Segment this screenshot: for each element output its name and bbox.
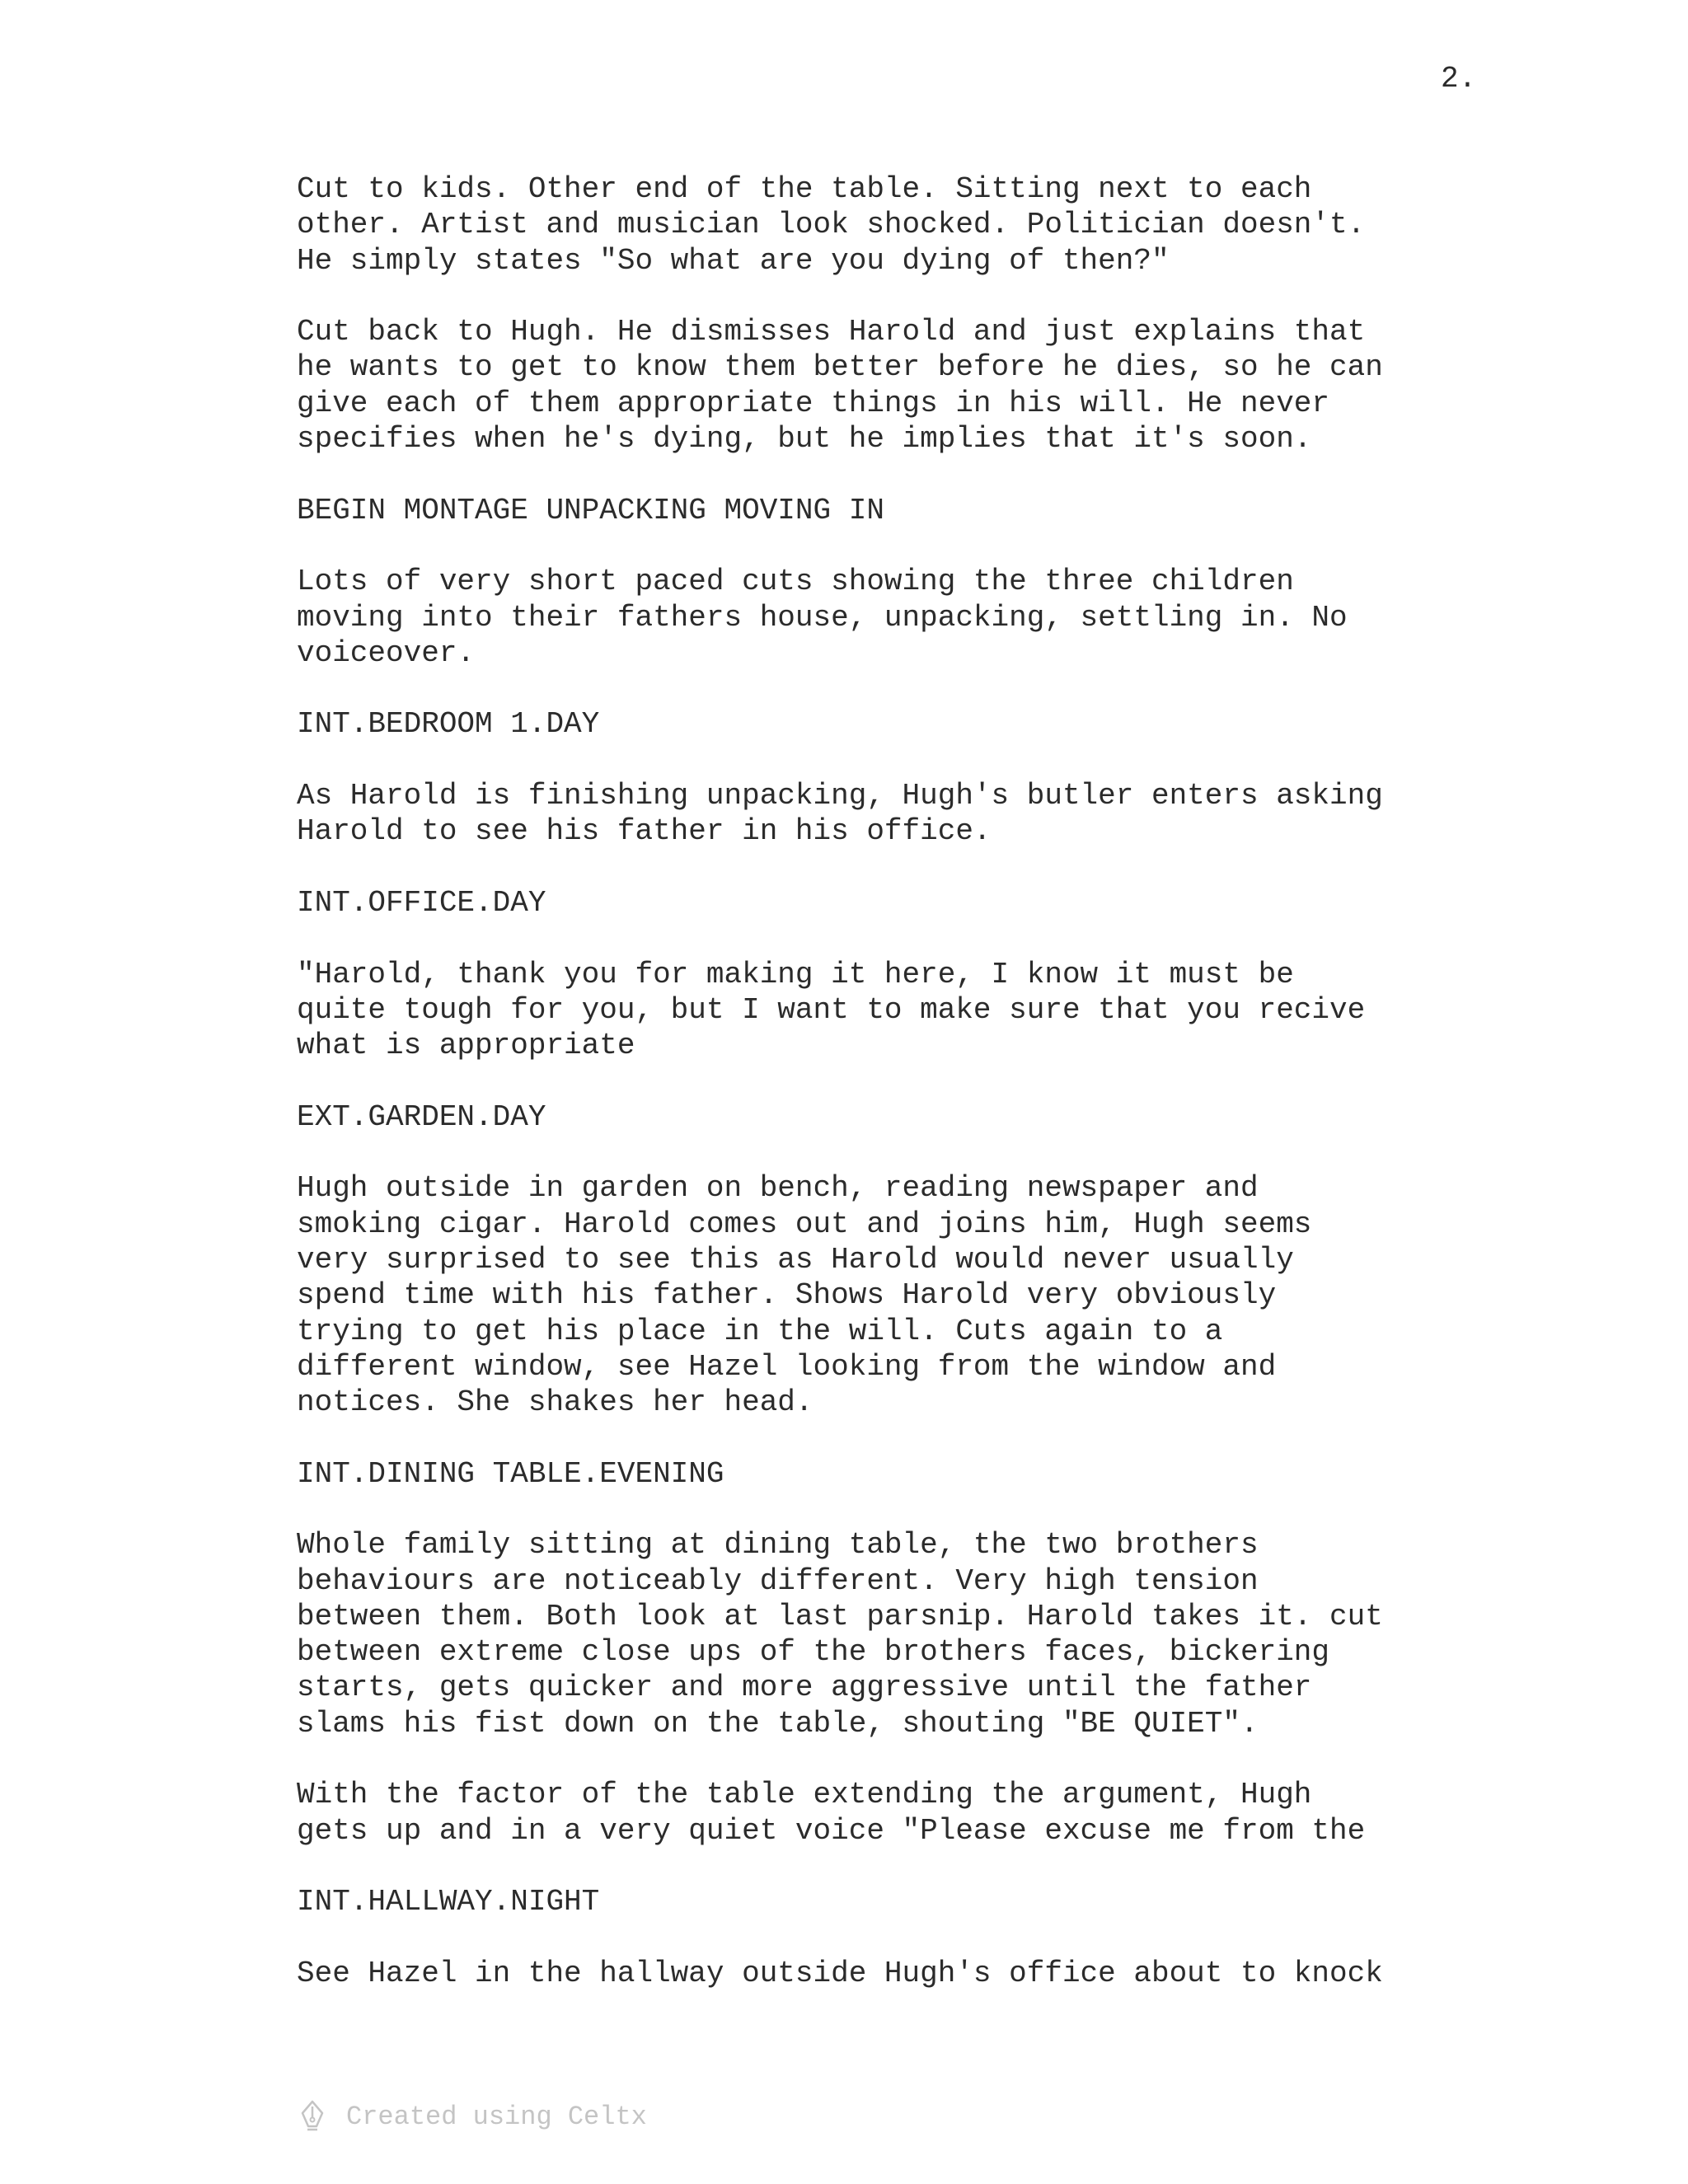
- text-line: INT.DINING TABLE.EVENING: [297, 1456, 724, 1491]
- text-line: gets up and in a very quiet voice "Please excuse me from the: [297, 1813, 1366, 1848]
- text-line: EXT.GARDEN.DAY: [297, 1099, 546, 1134]
- text-line: INT.OFFICE.DAY: [297, 885, 546, 920]
- text-line: moving into their fathers house, unpacking, settling in. No: [297, 600, 1348, 635]
- pen-nib-icon: [300, 2100, 325, 2133]
- text-line: starts, gets quicker and more aggressive until the father: [297, 1671, 1312, 1705]
- text-line: between them. Both look at last parsnip. Harold takes it. cut: [297, 1599, 1383, 1633]
- scene-heading: [297, 1456, 1582, 1492]
- action-paragraph: [297, 564, 1582, 671]
- scene-heading: [297, 1884, 1582, 1919]
- text-line: very surprised to see this as Harold would never usually: [297, 1242, 1294, 1277]
- scene-heading: [297, 493, 1582, 528]
- text-line: he wants to get to know them better before he dies, so he can: [297, 350, 1383, 385]
- footer-credit: Created using Celtx: [346, 2101, 647, 2132]
- text-line: See Hazel in the hallway outside Hugh's office about to knock: [297, 1956, 1383, 1990]
- text-line: BEGIN MONTAGE UNPACKING MOVING IN: [297, 493, 884, 527]
- text-line: give each of them appropriate things in his will. He never: [297, 386, 1330, 420]
- text-line: different window, see Hazel looking from the window and: [297, 1349, 1277, 1384]
- text-line: behaviours are noticeably different. Very high tension: [297, 1563, 1259, 1598]
- text-line: notices. She shakes her head.: [297, 1385, 814, 1420]
- text-line: He simply states "So what are you dying of then?": [297, 243, 1170, 278]
- action-paragraph: [297, 778, 1582, 850]
- scene-heading: [297, 1099, 1582, 1135]
- scene-heading: [297, 885, 1582, 921]
- action-paragraph: [297, 1527, 1582, 1741]
- scene-heading: [297, 706, 1582, 742]
- action-paragraph: [297, 314, 1582, 457]
- text-line: Cut back to Hugh. He dismisses Harold and just explains that: [297, 315, 1366, 349]
- text-line: As Harold is finishing unpacking, Hugh's butler enters asking: [297, 779, 1383, 813]
- footer: [300, 2097, 647, 2136]
- script-body: [297, 171, 1582, 2027]
- action-paragraph: [297, 1777, 1582, 1849]
- text-line: Hugh outside in garden on bench, reading newspaper and: [297, 1171, 1259, 1206]
- text-line: trying to get his place in the will. Cuts again to a: [297, 1314, 1223, 1348]
- text-line: Whole family sitting at dining table, the two brothers: [297, 1528, 1259, 1563]
- text-line: spend time with his father. Shows Harold very obviously: [297, 1278, 1277, 1313]
- text-line: "Harold, thank you for making it here, I know it must be: [297, 957, 1294, 991]
- text-line: Lots of very short paced cuts showing the three children: [297, 565, 1294, 599]
- page-number: 2.: [1441, 62, 1477, 96]
- text-line: what is appropriate: [297, 1029, 635, 1063]
- text-line: slams his fist down on the table, shouting "BE QUIET".: [297, 1706, 1259, 1741]
- text-line: With the factor of the table extending the argument, Hugh: [297, 1778, 1312, 1812]
- text-line: INT.BEDROOM 1.DAY: [297, 707, 600, 742]
- action-paragraph: [297, 171, 1582, 279]
- text-line: quite tough for you, but I want to make sure that you recive: [297, 992, 1366, 1027]
- action-paragraph: [297, 1956, 1582, 1991]
- action-paragraph: [297, 957, 1582, 1064]
- action-paragraph: [297, 1170, 1582, 1420]
- text-line: INT.HALLWAY.NIGHT: [297, 1885, 600, 1919]
- text-line: Cut to kids. Other end of the table. Sitting next to each: [297, 172, 1312, 206]
- text-line: between extreme close ups of the brothers faces, bickering: [297, 1635, 1330, 1670]
- text-line: voiceover.: [297, 635, 476, 670]
- text-line: other. Artist and musician look shocked. Politician doesn't.: [297, 208, 1366, 242]
- text-line: smoking cigar. Harold comes out and joins him, Hugh seems: [297, 1207, 1312, 1241]
- text-line: specifies when he's dying, but he implies that it's soon.: [297, 422, 1312, 457]
- text-line: Harold to see his father in his office.: [297, 814, 992, 849]
